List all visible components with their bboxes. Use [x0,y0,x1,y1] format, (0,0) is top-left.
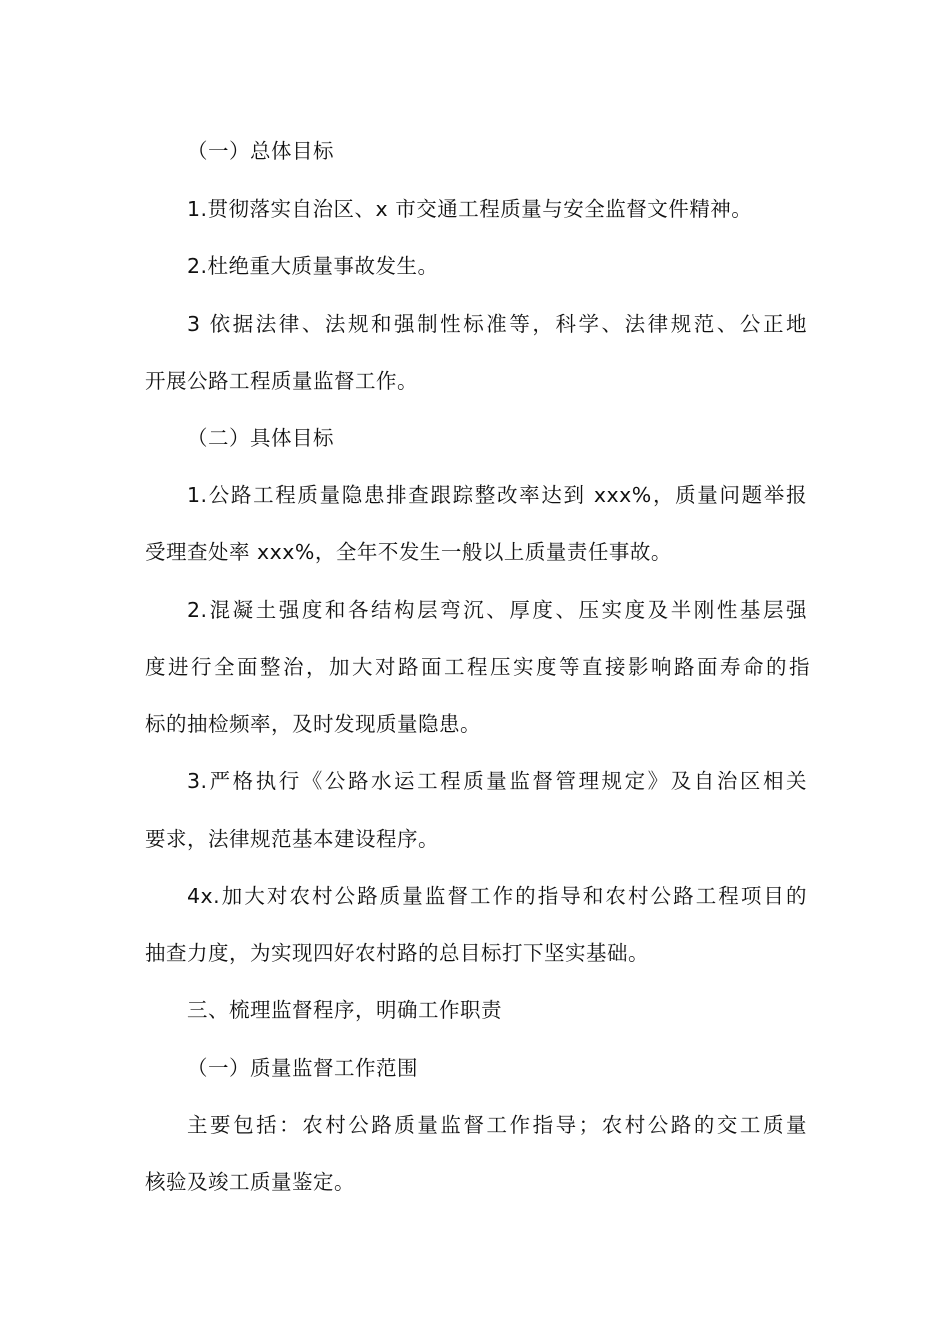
section-heading-overall-goals: （一）总体目标 [187,139,334,163]
paragraph-line: 1.公路工程质量隐患排查跟踪整改率达到 xxx%，质量问题举报 [187,483,807,507]
paragraph-line: 抽查力度，为实现四好农村路的总目标打下坚实基础。 [145,941,649,965]
section-heading-specific-goals: （二）具体目标 [187,426,334,450]
paragraph-line: 度进行全面整治，加大对路面工程压实度等直接影响路面寿命的指 [145,655,810,679]
paragraph-line: 主要包括：农村公路质量监督工作指导；农村公路的交工质量 [187,1113,807,1137]
paragraph-line: 开展公路工程质量监督工作。 [145,369,418,393]
paragraph-line: 2.杜绝重大质量事故发生。 [187,254,439,278]
paragraph-line: 标的抽检频率，及时发现质量隐患。 [145,712,481,736]
paragraph-line: 4x.加大对农村公路质量监督工作的指导和农村公路工程项目的 [187,884,807,908]
paragraph-line: 1.贯彻落实自治区、x 市交通工程质量与安全监督文件精神。 [187,197,753,221]
paragraph-line: 3 依据法律、法规和强制性标准等，科学、法律规范、公正地 [187,312,807,336]
section-heading-supervision-procedure: 三、梳理监督程序，明确工作职责 [187,998,502,1022]
paragraph-line: 核验及竣工质量鉴定。 [145,1170,355,1194]
paragraph-line: 3.严格执行《公路水运工程质量监督管理规定》及自治区相关 [187,769,807,793]
paragraph-line: 要求，法律规范基本建设程序。 [145,827,439,851]
paragraph-line: 受理查处率 xxx%，全年不发生一般以上质量责任事故。 [145,540,672,564]
section-heading-supervision-scope: （一）质量监督工作范围 [187,1056,418,1080]
paragraph-line: 2.混凝土强度和各结构层弯沉、厚度、压实度及半刚性基层强 [187,598,807,622]
